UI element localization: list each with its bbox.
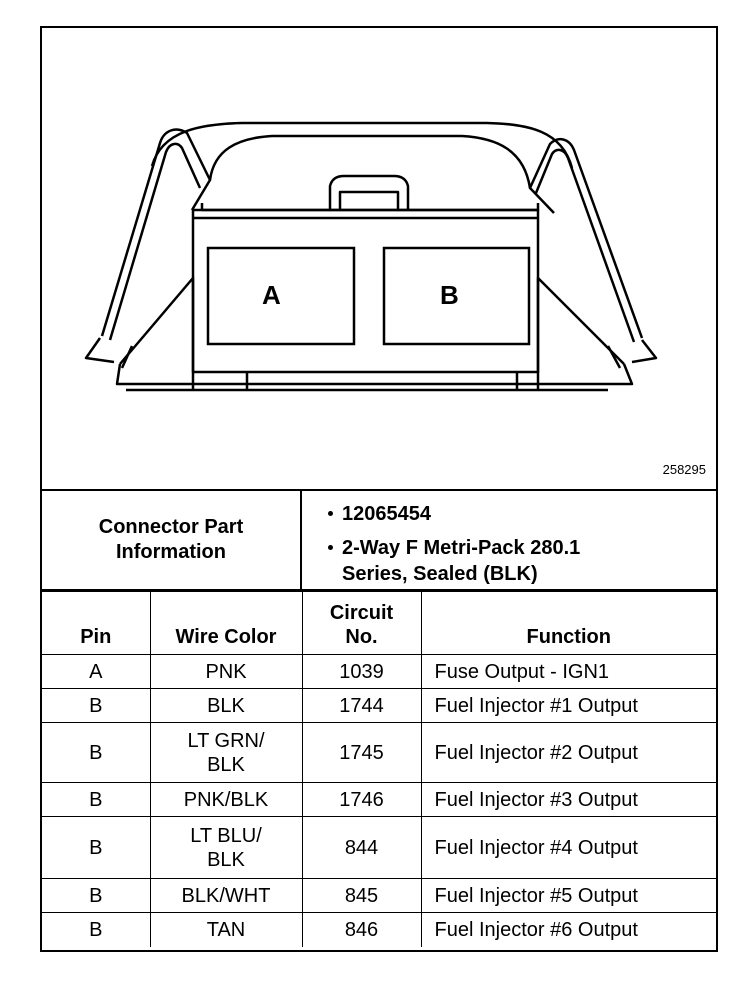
wire-color: PNK [205,660,247,683]
part-number: 12065454 [342,503,431,525]
connector-sheet [40,26,718,952]
bullet-icon [328,545,333,550]
circuit-cell: 1039 [302,655,421,689]
wire-color-line1: LT GRN/ [187,729,265,752]
pin-cell: B [42,817,150,879]
circuit-cell: 1746 [302,783,421,817]
pin-cell: B [42,913,150,947]
figure-number: 258295 [662,462,706,477]
connector-face-illustration [42,28,716,489]
wire-color-line1: LT BLU/ [190,824,262,847]
circuit-cell: 1744 [302,689,421,723]
table-row [42,913,716,947]
wire-color-cell [150,879,302,913]
bullet-icon [328,511,333,516]
table-row [42,783,716,817]
header-circuit-line1: Circuit [329,602,394,624]
pin-cell: B [42,783,150,817]
connector-drawing [42,28,716,489]
wire-color-cell [150,783,302,817]
pin-cell: B [42,689,150,723]
table-row [42,817,716,879]
circuit-cell: 844 [302,817,421,879]
function-cell: Fuel Injector #5 Output [421,879,716,913]
connector-info-values [302,491,716,589]
connector-info-label [42,491,302,589]
function-cell: Fuel Injector #3 Output [421,783,716,817]
pin-cell: B [42,723,150,783]
header-function: Function [421,592,716,655]
pin-cell: A [42,655,150,689]
cavity-a-label: A [262,280,281,310]
function-cell: Fuel Injector #1 Output [421,689,716,723]
wire-color-cell [150,723,302,783]
connector-part-information [42,489,716,591]
function-cell: Fuel Injector #4 Output [421,817,716,879]
wire-color-cell [150,817,302,879]
wire-color: BLK/WHT [181,884,271,907]
connector-type-line2: Series, Sealed (BLK) [342,563,538,585]
cavity-a [208,248,354,344]
pin-cell: B [42,879,150,913]
circuit-cell: 846 [302,913,421,947]
table-row [42,655,716,689]
circuit-cell: 845 [302,879,421,913]
connector-type-bullet [342,535,580,587]
wire-color: BLK [207,694,245,717]
header-circuit-line2: No. [345,626,378,648]
circuit-cell: 1745 [302,723,421,783]
wire-color-line2: BLK [207,848,245,871]
wire-color-line2: BLK [207,753,245,776]
wire-color-cell [150,913,302,947]
table-row [42,723,716,783]
part-number-bullet [342,501,431,527]
connector-info-label-line1: Connector Part [98,516,244,538]
wire-color-cell [150,689,302,723]
function-cell: Fuse Output - IGN1 [421,655,716,689]
table-row [42,689,716,723]
header-wire-color: Wire Color [150,592,302,655]
function-cell: Fuel Injector #6 Output [421,913,716,947]
pin-table [42,591,716,947]
wire-color-cell [150,655,302,689]
connector-type-line1: 2-Way F Metri-Pack 280.1 [342,537,581,559]
wire-color: TAN [206,918,246,941]
wire-color: PNK/BLK [183,788,269,811]
header-circuit [302,592,421,655]
function-cell: Fuel Injector #2 Output [421,723,716,783]
pin-table-header [42,592,716,655]
connector-info-label-line2: Information [116,541,226,563]
cavity-b-label: B [440,280,459,310]
header-pin: Pin [42,592,150,655]
table-row [42,879,716,913]
